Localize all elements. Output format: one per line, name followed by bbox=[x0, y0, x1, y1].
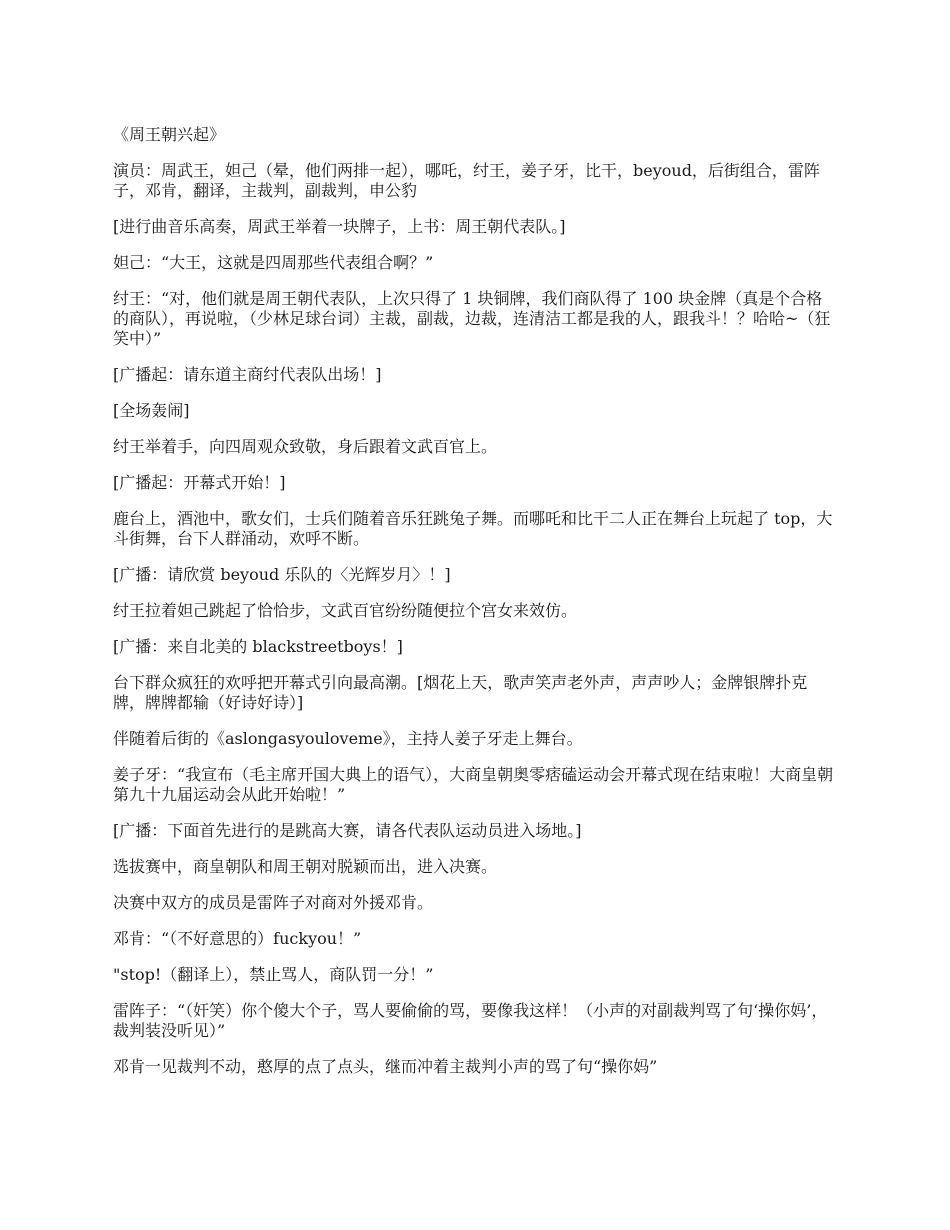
dialogue-line: 邓肯：“（不好意思的）fuckyou！” bbox=[113, 929, 362, 948]
dialogue-line: 妲己：“大王，这就是四周那些代表组合啊？” bbox=[113, 253, 434, 272]
stage-direction: [全场轰闹] bbox=[113, 401, 190, 420]
dialogue-line: 雷阵子：“（奸笑）你个傻大个子，骂人要偷偷的骂，要像我这样！（小声的对副裁判骂了句‘操你妈’，裁判装没听见）” bbox=[113, 1001, 828, 1040]
narration: 纣王拉着妲己跳起了恰恰步，文武百官纷纷随便拉个宫女来效仿。 bbox=[113, 601, 578, 620]
document-page bbox=[113, 125, 835, 1093]
narration: 邓肯一见裁判不动，憨厚的点了点头，继而冲着主裁判小声的骂了句“操你妈” bbox=[113, 1057, 658, 1076]
stage-direction: [广播：来自北美的 blackstreetboys！] bbox=[113, 637, 403, 656]
dialogue-line: 纣王：“对，他们就是周王朝代表队，上次只得了 1 块铜牌，我们商队得了 100 块金牌（真是个合格的商队），再说啦，（少林足球台词）主裁，副裁，边裁，连清洁工都是我的人，跟我斗！？哈哈~（狂笑中）” bbox=[113, 289, 831, 348]
stage-direction: [广播：请欣赏 beyoud 乐队的〈光辉岁月〉！] bbox=[113, 565, 451, 584]
narration: 鹿台上，酒池中，歌女们，士兵们随着音乐狂跳兔子舞。而哪吒和比干二人正在舞台上玩起了 top，大斗街舞，台下人群涌动，欢呼不断。 bbox=[113, 509, 833, 548]
narration: 选拔赛中，商皇朝队和周王朝对脱颖而出，进入决赛。 bbox=[113, 857, 498, 876]
stage-direction: [广播起：开幕式开始！] bbox=[113, 473, 286, 492]
narration: 纣王举着手，向四周观众致敬，身后跟着文武百官上。 bbox=[113, 437, 498, 456]
narration: 伴随着后街的《aslongasyouloveme》，主持人姜子牙走上舞台。 bbox=[113, 729, 583, 748]
document-title: 《周王朝兴起》 bbox=[113, 125, 226, 144]
stage-direction: [进行曲音乐高奏，周武王举着一块牌子，上书：周王朝代表队。] bbox=[113, 217, 566, 236]
narration: 决赛中双方的成员是雷阵子对商对外援邓肯。 bbox=[113, 893, 434, 912]
dialogue-line: 姜子牙：“我宣布（毛主席开国大典上的语气），大商皇朝奥零痞磕运动会开幕式现在结束啦！大商皇朝第九十九届运动会从此开始啦！” bbox=[113, 765, 834, 804]
stage-direction: [广播：下面首先进行的是跳高大赛，请各代表队运动员进入场地。] bbox=[113, 821, 582, 840]
cast-list: 演员：周武王，妲己（晕，他们两排一起），哪吒，纣王，姜子牙，比干，beyoud，后街组合，雷阵子，邓肯，翻译，主裁判，副裁判，申公豹 bbox=[113, 161, 820, 200]
dialogue-line: "stop!（翻译上），禁止骂人，商队罚一分！” bbox=[113, 965, 434, 984]
narration: 台下群众疯狂的欢呼把开幕式引向最高潮。[烟花上天，歌声笑声老外声，声声吵人；金牌银牌扑克牌，牌牌都输（好诗好诗）] bbox=[113, 673, 808, 712]
stage-direction: [广播起：请东道主商纣代表队出场！] bbox=[113, 365, 382, 384]
